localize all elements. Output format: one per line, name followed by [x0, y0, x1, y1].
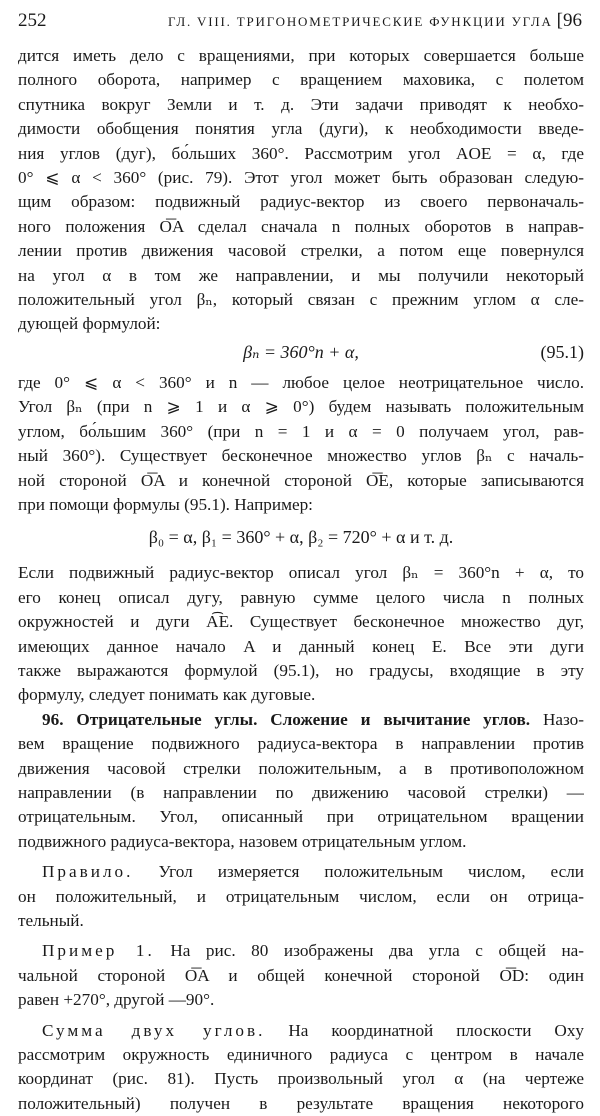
text-line: чальной стороной O͞A и общей конечной стороной O͞D: один — [18, 965, 584, 985]
text-line: при помощи формулы (95.1). Например: — [18, 494, 313, 514]
text-line: на угол α в том же направлении, и мы получили некоторый — [18, 265, 584, 285]
text-line: равен +270°, другой —90°. — [18, 990, 215, 1010]
text-line: ной стороной O͞A и конечной стороной O͞E, которые записываются — [18, 470, 584, 490]
formula-body: βₙ = 360°n + α, — [243, 341, 359, 362]
text-line: ного положения O͞A сделал сначала n полных оборотов в направ- — [18, 216, 584, 236]
example-1-paragraph — [18, 939, 584, 1012]
text-line: положительный) получен в результате вращения некоторого — [18, 1093, 584, 1113]
text-line: дующей формулой: — [18, 314, 161, 334]
text-line — [18, 708, 584, 732]
text-line: формулу, следует понимать как дуговые. — [18, 685, 316, 705]
text-line: лении против движения часовой стрелки, а потом еще повернулся — [18, 241, 584, 261]
formula-examples — [18, 517, 584, 561]
example-label: Пример 1. — [42, 941, 155, 961]
text-line: полного оборота, например с вращением маховика, с полетом — [18, 70, 584, 90]
text-span: На координатной плоскости Oxy — [288, 1020, 584, 1040]
text-line — [18, 1019, 584, 1043]
text-line — [18, 939, 584, 963]
formula-95-1 — [18, 337, 584, 371]
text-line: спутника вокруг Земли и т. д. Эти задачи приводят к необхо- — [18, 94, 584, 114]
text-line: димости обобщения понятия угла (дуги), к необходимости введе- — [18, 119, 584, 139]
text-line: Если подвижный радиус-вектор описал угол βₙ = 360°n + α, то — [18, 563, 584, 583]
text-line: он положительный, и отрицательным числом, если он отрица- — [18, 886, 584, 906]
paragraph-arcs — [18, 561, 584, 707]
text-line: имеющих данное начало A и данный конец E. Все эти дуги — [18, 636, 584, 656]
text-line: дится иметь дело с вращениями, при которых совершается больше — [18, 46, 584, 65]
page-number: 252 — [18, 10, 47, 31]
section-mark: [96 — [556, 10, 582, 31]
text-span: На рис. 80 изображены два угла с общей на- — [170, 941, 584, 961]
text-span: Угол измеряется положительным числом, если — [158, 862, 584, 882]
text-line: рассмотрим окружность единичного радиуса с центром в начале — [18, 1045, 584, 1065]
text-line: углом, бо́льшим 360° (при n = 1 и α = 0 получаем угол, рав- — [18, 421, 584, 441]
text-span: Назо- — [542, 709, 584, 729]
running-head: ГЛ. VIII. ТРИГОНОМЕТРИЧЕСКИЕ ФУНКЦИИ УГЛА — [168, 14, 553, 29]
text-line: отрицательным. Угол, описанный при отрицательном вращении — [18, 807, 584, 827]
text-line: Угол βₙ (при n ⩾ 1 и α ⩾ 0°) будем называть положительным — [18, 397, 584, 417]
text-line: ния углов (дуг), бо́льших 360°. Рассмотрим угол AOE = α, где — [18, 143, 584, 163]
text-line: координат (рис. 81). Пусть произвольный угол α (на чертеже — [18, 1069, 584, 1089]
formula-number: (95.1) — [540, 341, 584, 362]
section-96 — [18, 708, 584, 854]
text-line: его конец описал дугу, равную сумме целого числа n полных — [18, 587, 584, 607]
sum-of-angles-paragraph — [18, 1019, 584, 1116]
text-line: вем вращение подвижного радиуса-вектора в направлении против — [18, 734, 584, 754]
text-line: движения часовой стрелки положительным, а в противоположном — [18, 758, 584, 778]
text-line: тельный. — [18, 911, 84, 930]
text-line: щим образом: подвижный радиус-вектор из своего первоначаль- — [18, 192, 584, 212]
rule-paragraph — [18, 860, 584, 933]
text-line — [18, 860, 584, 884]
section-title: 96. Отрицательные углы. Сложение и вычитание углов. — [42, 709, 531, 729]
text-line: 0° ⩽ α < 360° (рис. 79). Этот угол может быть образован следую- — [18, 168, 584, 188]
page-header — [18, 8, 582, 38]
text-line: направлении (в направлении по движению часовой стрелки) — — [18, 782, 584, 802]
text-line: подвижного радиуса-вектора, назовем отрицательным углом. — [18, 831, 467, 851]
text-line: окружностей и дуги A͡E. Существует бесконечное множество дуг, — [18, 612, 584, 632]
paragraph-rotations — [18, 44, 584, 337]
paragraph-positive-angles — [18, 371, 584, 517]
formula-body: β₀ = α, β₁ = 360° + α, β₂ = 720° + α и т. д. — [148, 527, 454, 548]
text-line: положительный угол βₙ, который связан с прежним углом α сле- — [18, 290, 584, 310]
text-line: также выражаются формулой (95.1), но градусы, входящие в эту — [18, 660, 584, 680]
page-body — [18, 44, 584, 1116]
sum-label: Сумма двух углов. — [42, 1020, 266, 1040]
rule-label: Правило. — [42, 862, 134, 882]
text-line: ный 360°). Существует бесконечное множество углов βₙ с началь- — [18, 446, 584, 466]
text-line: где 0° ⩽ α < 360° и n — любое целое неотрицательное число. — [18, 372, 584, 392]
